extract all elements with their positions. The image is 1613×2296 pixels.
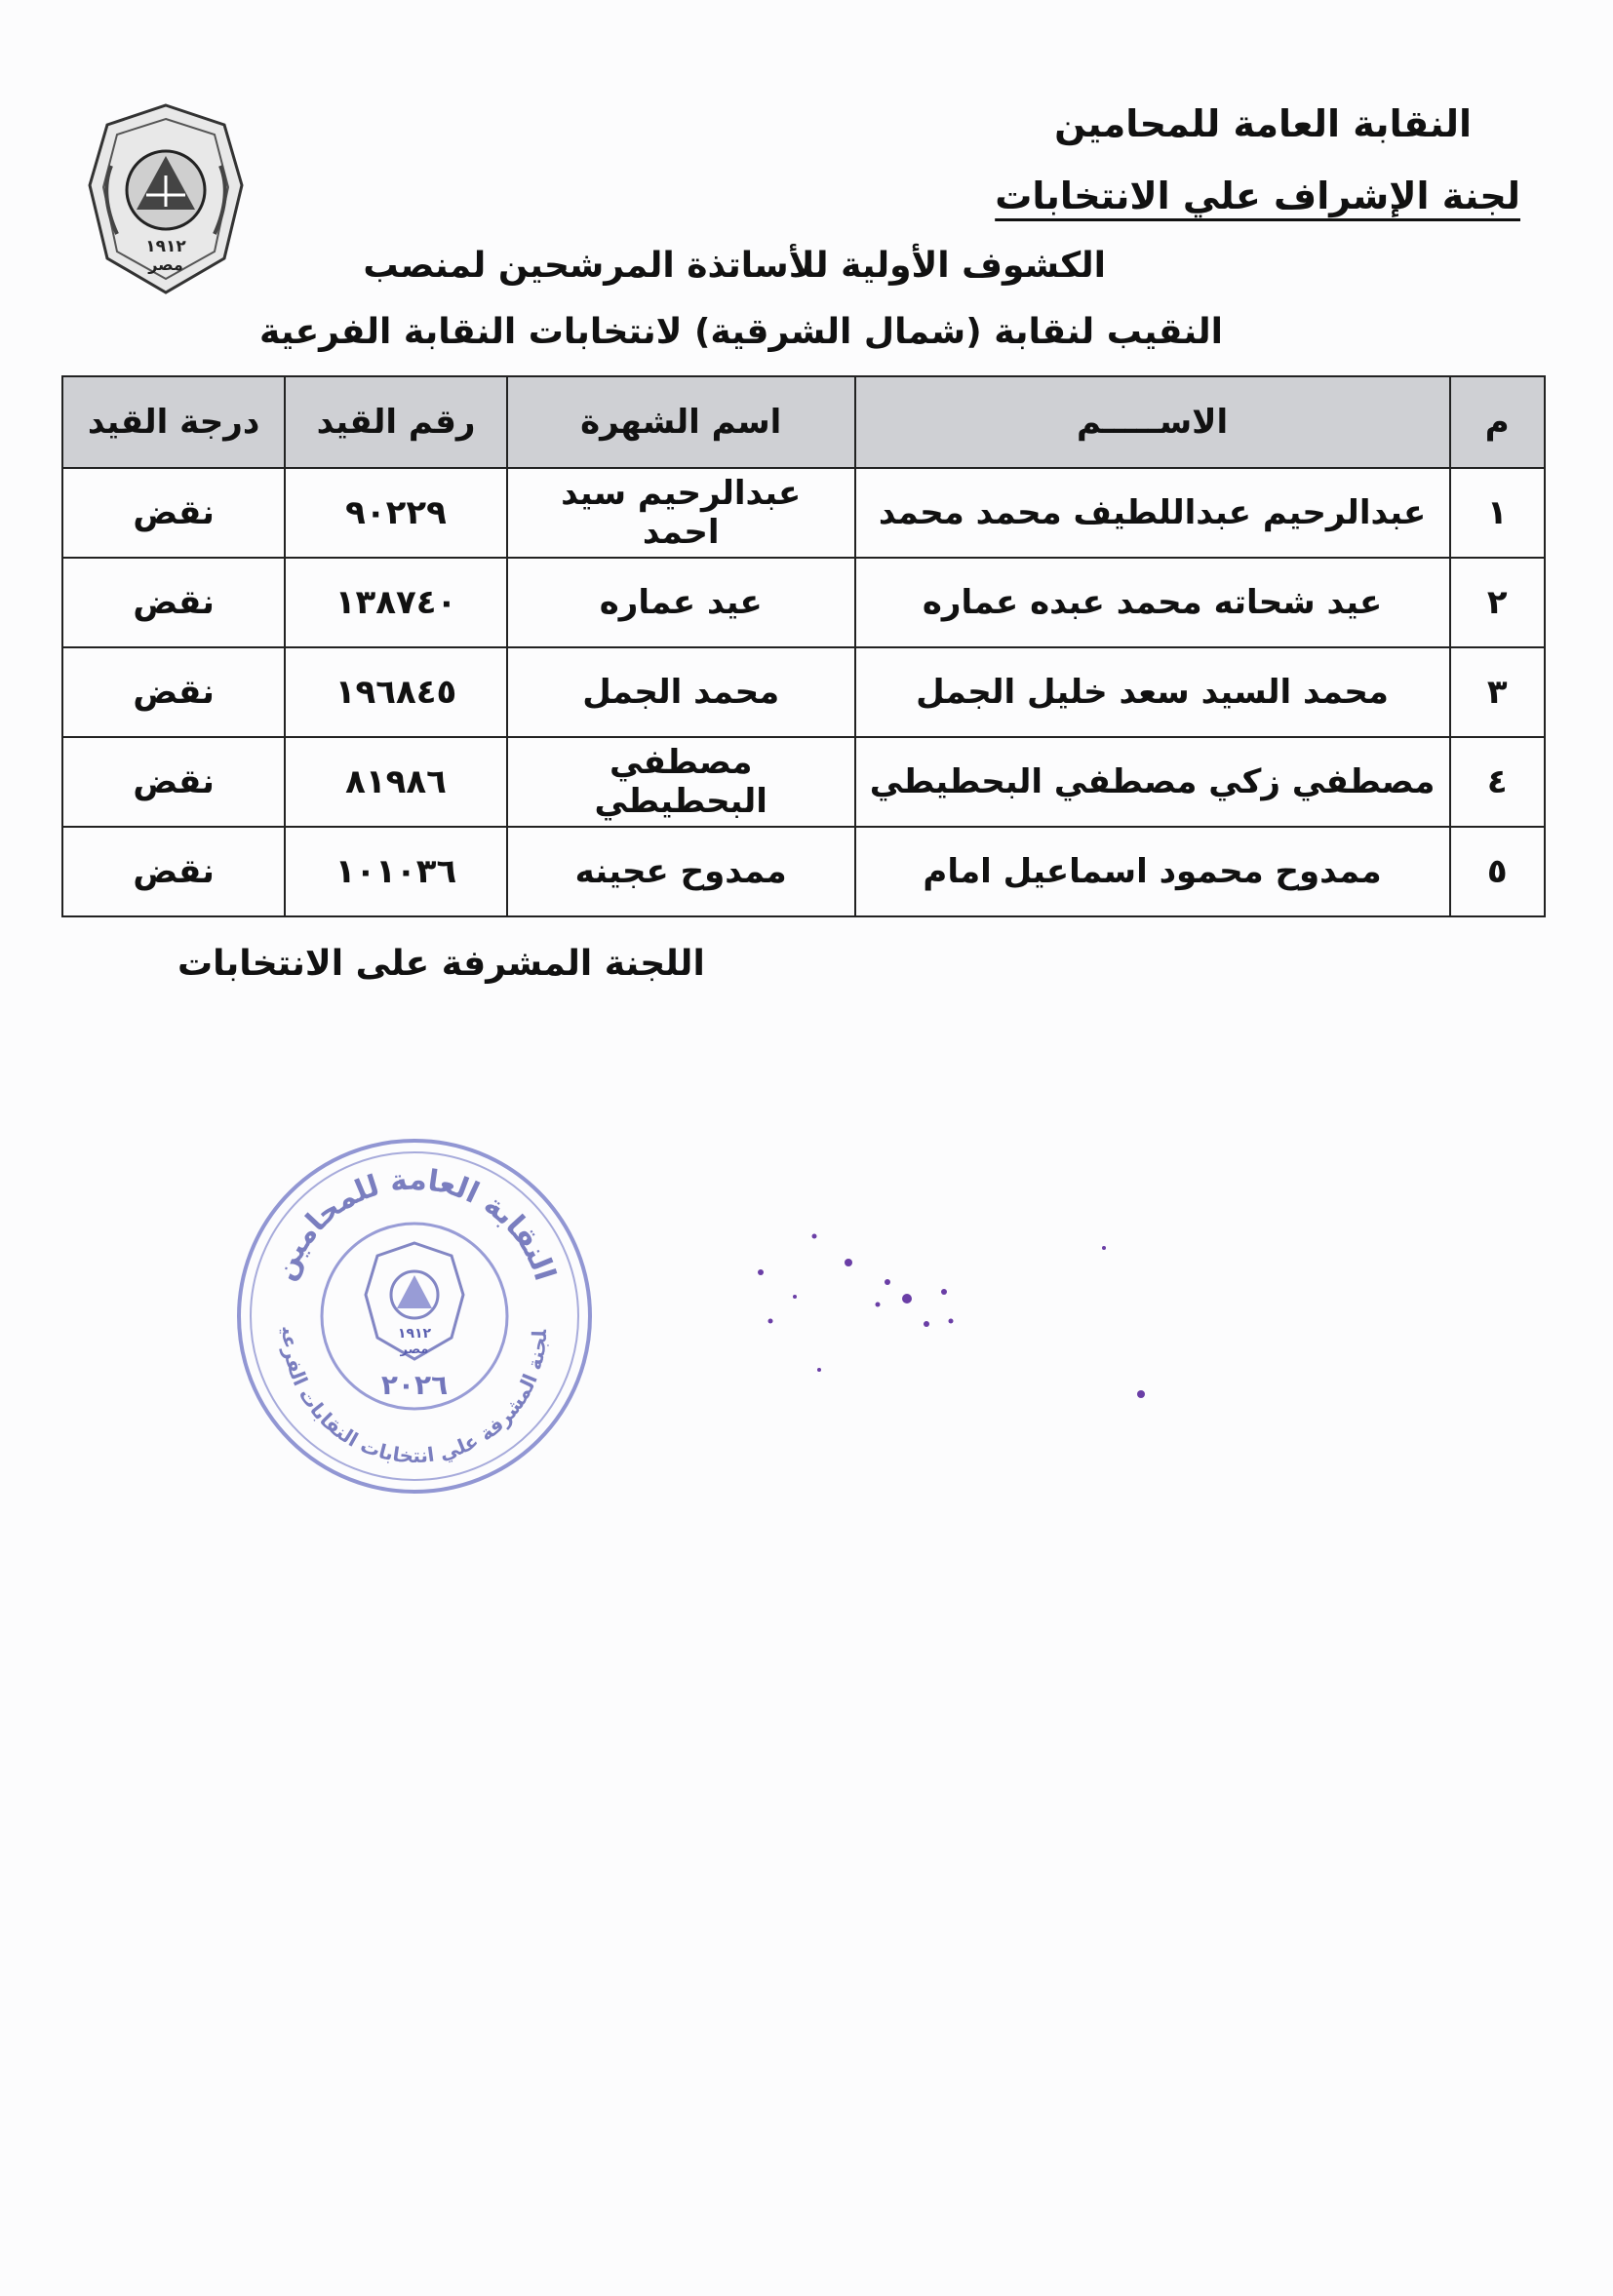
cell-registration-number: ١٩٦٨٤٥ <box>285 647 507 737</box>
table-row <box>62 558 1545 647</box>
official-stamp-icon <box>229 1131 600 1501</box>
candidates-table <box>61 375 1546 917</box>
supervising-committee-signature: اللجنة المشرفة على الانتخابات <box>177 944 705 984</box>
svg-text:١٩١٢: ١٩١٢ <box>145 237 186 256</box>
cell-registration-degree: نقض <box>62 737 285 827</box>
header-known-name: اسم الشهرة <box>507 376 855 468</box>
cell-name: مصطفي زكي مصطفي البحطيطي <box>855 737 1450 827</box>
cell-name: ممدوح محمود اسماعيل امام <box>855 827 1450 916</box>
svg-text:مصر: مصر <box>148 255 183 274</box>
svg-text:مصر: مصر <box>400 1343 429 1357</box>
cell-registration-degree: نقض <box>62 468 285 558</box>
table-row <box>62 468 1545 558</box>
cell-registration-number: ٨١٩٨٦ <box>285 737 507 827</box>
table-row <box>62 647 1545 737</box>
cell-registration-degree: نقض <box>62 827 285 916</box>
header-name: الاســـــم <box>855 376 1450 468</box>
header-serial: م <box>1450 376 1546 468</box>
svg-text:النقابة العامة للمحامين: النقابة العامة للمحامين <box>266 1162 563 1285</box>
cell-registration-degree: نقض <box>62 558 285 647</box>
cell-serial: ١ <box>1450 468 1546 558</box>
cell-known-name: ممدوح عجينه <box>507 827 855 916</box>
table-row <box>62 737 1545 827</box>
cell-serial: ٥ <box>1450 827 1546 916</box>
header-registration-degree: درجة القيد <box>62 376 285 468</box>
cell-registration-degree: نقض <box>62 647 285 737</box>
title-line-2: النقيب لنقابة (شمال الشرقية) لانتخابات النقابة الفرعية <box>259 312 1223 352</box>
svg-text:اللجنة المشرفة علي انتخابات ال: لجنة المشرفة علي انتخابات النقابات الفرعي <box>277 1327 552 1468</box>
table-row <box>62 827 1545 916</box>
cell-known-name: عيد عماره <box>507 558 855 647</box>
title-line-1: الكشوف الأولية للأساتذة المرشحين لمنصب <box>363 246 1106 286</box>
svg-text:٢٠٢٦: ٢٠٢٦ <box>380 1369 449 1401</box>
cell-serial: ٢ <box>1450 558 1546 647</box>
cell-known-name: محمد الجمل <box>507 647 855 737</box>
cell-known-name: مصطفي البحطيطي <box>507 737 855 827</box>
cell-name: محمد السيد سعد خليل الجمل <box>855 647 1450 737</box>
ink-speck-decoration <box>741 1209 1287 1423</box>
cell-serial: ٤ <box>1450 737 1546 827</box>
document-header <box>916 102 1520 217</box>
cell-registration-number: ٩٠٢٢٩ <box>285 468 507 558</box>
cell-serial: ٣ <box>1450 647 1546 737</box>
cell-registration-number: ١٣٨٧٤٠ <box>285 558 507 647</box>
cell-name: عبدالرحيم عبداللطيف محمد محمد <box>855 468 1450 558</box>
table-header-row <box>62 376 1545 468</box>
bar-association-emblem-icon <box>78 97 254 302</box>
svg-text:١٩١٢: ١٩١٢ <box>397 1326 432 1342</box>
cell-name: عيد شحاته محمد عبده عماره <box>855 558 1450 647</box>
cell-registration-number: ١٠١٠٣٦ <box>285 827 507 916</box>
header-registration-number: رقم القيد <box>285 376 507 468</box>
cell-known-name: عبدالرحيم سيد احمد <box>507 468 855 558</box>
committee-name: لجنة الإشراف علي الانتخابات <box>995 175 1520 217</box>
organization-name: النقابة العامة للمحامين <box>1054 102 1472 145</box>
